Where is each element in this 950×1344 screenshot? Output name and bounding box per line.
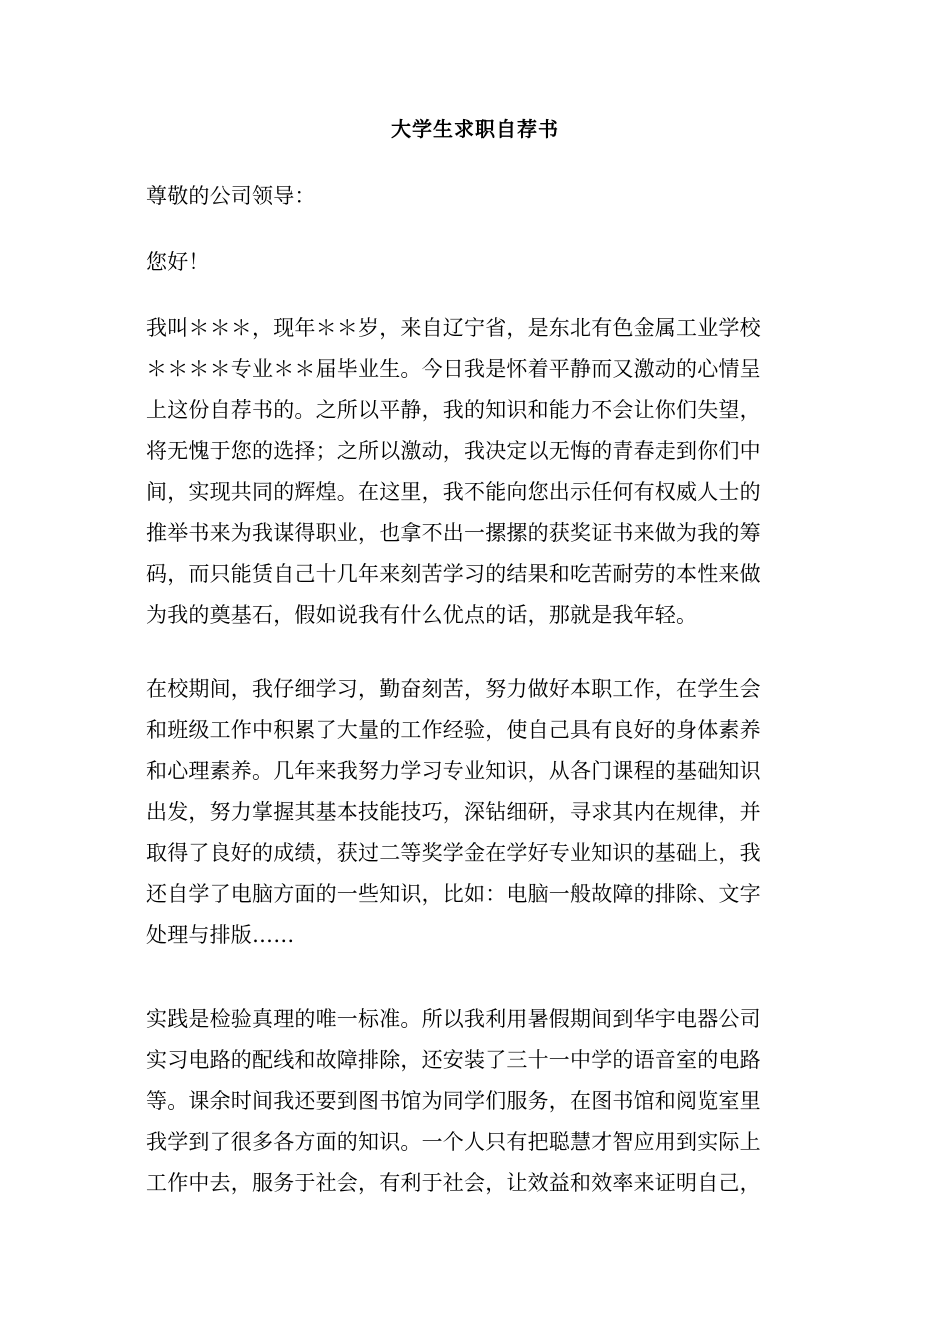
paragraph-line: 取得了良好的成绩，获过二等奖学金在学好专业知识的基础上，我 [146,841,761,865]
paragraph-line: 出发，努力掌握其基本技能技巧，深钻细研，寻求其内在规律，并 [146,800,761,824]
paragraph-line: 实践是检验真理的唯一标准。所以我利用暑假期间到华宇电器公司 [146,1007,761,1031]
paragraph-line: 码，而只能赁自己十几年来刻苦学习的结果和吃苦耐劳的本性来做 [146,562,761,586]
paragraph-line: 上这份自荐书的。之所以平静，我的知识和能力不会让你们失望， [146,398,761,422]
paragraph-line: 间，实现共同的辉煌。在这里，我不能向您出示任何有权威人士的 [146,480,761,504]
paragraph-line: 我叫＊＊＊，现年＊＊岁，来自辽宁省，是东北有色金属工业学校 [146,316,761,340]
paragraph-line: 工作中去，服务于社会，有利于社会，让效益和效率来证明自己， [146,1171,761,1195]
greeting: 您好！ [146,250,210,274]
salutation: 尊敬的公司领导： [146,184,316,208]
paragraph-2 [146,669,801,956]
paragraph-line: 我学到了很多各方面的知识。一个人只有把聪慧才智应用到实际上 [146,1130,761,1154]
paragraph-line: 和班级工作中积累了大量的工作经验，使自己具有良好的身体素养 [146,718,761,742]
paragraph-line: 等。课余时间我还要到图书馆为同学们服务，在图书馆和阅览室里 [146,1089,761,1113]
paragraph-line: 和心理素养。几年来我努力学习专业知识，从各门课程的基础知识 [146,759,761,783]
paragraph-line: 实习电路的配线和故障排除，还安装了三十一中学的语音室的电路 [146,1048,761,1072]
paragraph-line: 推举书来为我谋得职业，也拿不出一摞摞的获奖证书来做为我的筹 [146,521,761,545]
paragraph-1 [146,308,801,636]
paragraph-line: 处理与排版…… [146,923,295,947]
paragraph-line: 将无愧于您的选择；之所以激动，我决定以无悔的青春走到你们中 [146,439,761,463]
paragraph-3 [146,999,801,1204]
paragraph-line: ＊＊＊＊专业＊＊届毕业生。今日我是怀着平静而又激动的心情呈 [146,357,761,381]
paragraph-line: 在校期间，我仔细学习，勤奋刻苦，努力做好本职工作，在学生会 [146,677,761,701]
document-title: 大学生求职自荐书 [391,117,559,141]
paragraph-line: 为我的奠基石，假如说我有什么优点的话，那就是我年轻。 [146,603,698,627]
paragraph-line: 还自学了电脑方面的一些知识，比如：电脑一般故障的排除、文字 [146,882,761,906]
